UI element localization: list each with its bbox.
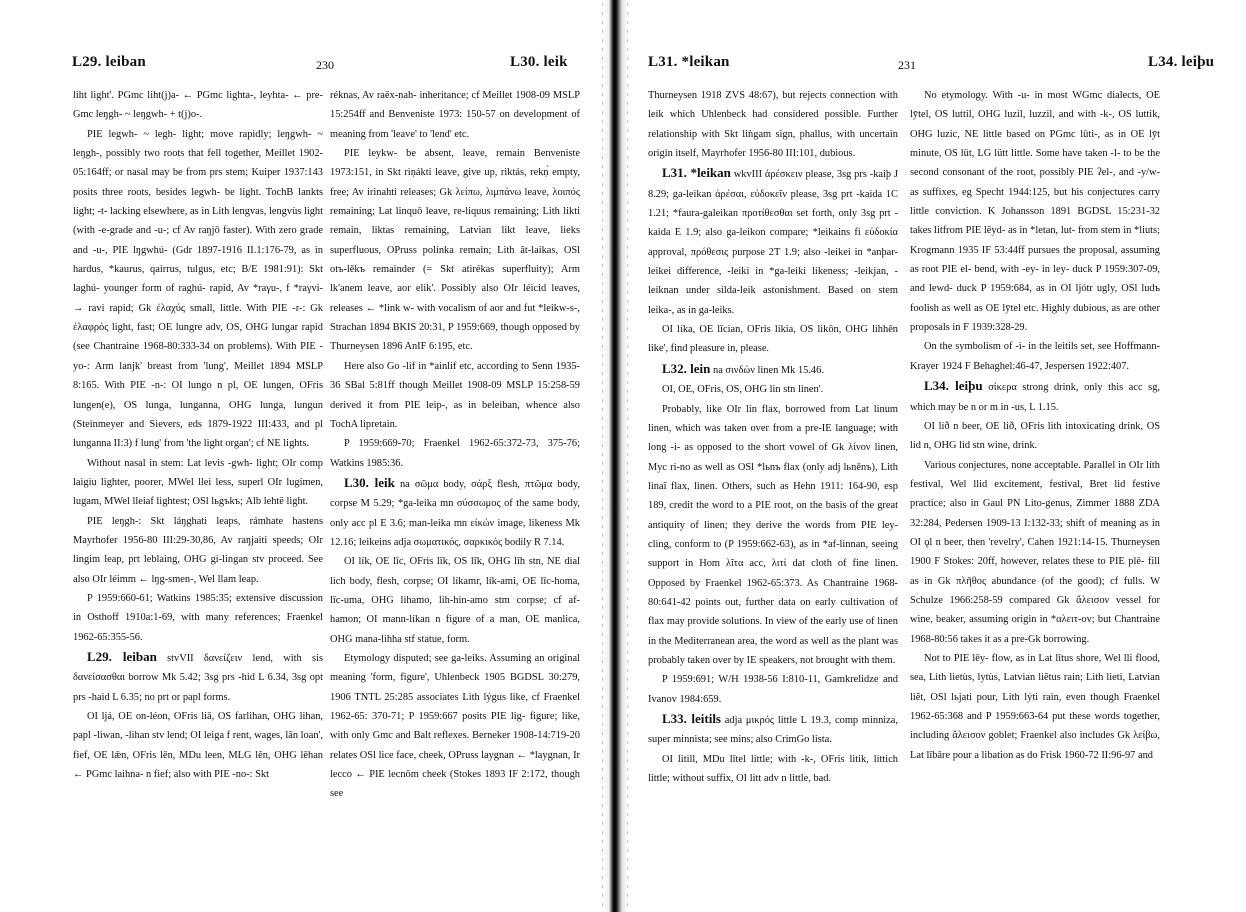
paragraph bbox=[330, 357, 580, 434]
paragraph bbox=[910, 456, 1160, 649]
paragraph bbox=[648, 320, 898, 359]
right-header-entry: L31. *leikan bbox=[648, 54, 730, 70]
paragraph-text: Thurneysen 1918 ZVS 48:67), but rejects connection with leik which Uhlenbeck had considered possible. Further relationship with Skt liṅgam sign, phallus, with uncertain origin itself, Mayrhofer 1956-80 III:101, dubious. bbox=[648, 90, 898, 160]
paragraph-text: Not to PIE lēy- flow, as in Lat lītus shore, Wel lli flood, sea, Lith lietùs, lytùs, Latvian liẽtus rain; Lith lieti, Latvian liẽt, OSl lьjati pour, Lith lýti rain, even though Fraenkel 1962-65:368 and P 1959:663-64 put these words together, including ἄλεισον goblet; Fraenkel also includes Gk λείβω, Lat lībāre pour a libation as do Frisk 1960-72 II:96-97 and bbox=[910, 652, 1160, 761]
paragraph bbox=[73, 589, 323, 647]
paragraph bbox=[330, 649, 580, 804]
paragraph bbox=[73, 86, 323, 125]
paragraph-text: On the symbolism of -i- in the leitils set, see Hoffmann-Krayer 1924 F Behaghel:46-47, Jespersen 1922:407. bbox=[910, 341, 1160, 372]
paragraph bbox=[73, 125, 323, 454]
paragraph-text: Without nasal in stem: Lat levis -gwh- light; OIr comp laigiu lighter, poorer, MWel llei less, superl OIr lugimen, lugam, MWel lleiaf lightest; OSl lьgъkъ; Alb lehtë light. bbox=[73, 457, 323, 508]
paragraph bbox=[648, 359, 898, 380]
paragraph bbox=[648, 400, 898, 671]
left-header-entry-right: L30. leik bbox=[510, 54, 568, 70]
paragraph bbox=[330, 86, 580, 144]
paragraph-text: OI ljá, OE on-léon, OFris liā, OS farlihan, OHG lihan, papl -liwan, -lihan stv lend; OI leiga f rent, wages, lān loan', fief, OE lǣn, OFris lēn, MDu leen, MLG lēn, OHG lēhan ← PGmc laihna- n fief; also with PIE -no-: Skt bbox=[73, 711, 323, 781]
paragraph-text: Various conjectures, none acceptable. Parallel in OIr líth festival, Wel llid excitement, festival, Bret lid festive practice; also in Gaul PN Lito-genus, Zimmer 1888 ZDA 32:284, Pedersen 1909-13 I:132-33; shift of meaning as in OI ǫl n beer, then 'revelry', Cahen 1921:14-15. Thurneysen 1900 F Stokes: 20ff, however, relates these to PIE plē- fill as in Gk πλῆθος abundance (of the good); cf fulls. W Schulze 1966:258-59 compared Gk ἄλεισον vessel for wine, beaker, assuming origin in *αλειτ-ov; but Chantraine 1968-80:56 takes it as a pre-Gk borrowing. bbox=[910, 459, 1160, 645]
paragraph bbox=[73, 454, 323, 512]
paragraph bbox=[73, 512, 323, 589]
left-page bbox=[0, 0, 600, 912]
book-gutter bbox=[603, 0, 627, 912]
paragraph-text: OI lík, OE līc, OFris līk, OS līk, OHG līh stn, NE dial lich body, flesh, corpse; OI líkamr, lík-ami, OE līc-homa, līc-uma, OHG lihamo, lih-hin-amo stm corpse; cf af-hamon; OI mann-líkan n figure of a man, OE manlica, OHG mana-lihha stf statue, form. bbox=[330, 556, 580, 645]
paragraph-text: OI litill, MDu lītel little; with -k-, OFris litik, littich little; without suffix, OI lítt adv n little, bad. bbox=[648, 753, 898, 785]
entry-headword: L33. leitils bbox=[662, 711, 721, 726]
paragraph bbox=[910, 86, 1160, 337]
right-header-entry-right: L34. leiþu bbox=[1148, 54, 1215, 70]
paragraph-text: liht light'. PGmc liht(j)a- ← PGmc lighta-, leyhta- ← pre-Gmc leŋgh- ~ leŋgwh- + t(j)o-. bbox=[73, 90, 323, 121]
paragraph bbox=[73, 647, 323, 707]
paragraph-text: OI líð n beer, OE lið, OFris lith intoxicating drink, OS lid n, OHG lid stn wine, drink. bbox=[910, 420, 1160, 452]
paragraph bbox=[648, 670, 898, 709]
paragraph-text: OI, OE, OFris, OS, OHG lin stn linen'. bbox=[662, 384, 824, 396]
paragraph-text: σίκερα strong drink, only this acc sg, which may be n or m in -us, L 1.15. bbox=[910, 382, 1160, 413]
entry-headword: L32. lein bbox=[662, 360, 711, 376]
paragraph bbox=[648, 380, 898, 399]
paragraph bbox=[910, 417, 1160, 456]
paragraph-text: adja μικρός little L 19.3, comp minniza, super minnista; see mins; also CrimGo lista. bbox=[648, 715, 898, 746]
paragraph-text: wkvIII ἀρέσκειν please, 3sg prs -kaiþ J 8.29; ga-leikan ἀρέσαι, εὐδοκεῖν please, 3sg prt -kaida 1C 1.21; *faura-galeikan προτίθεσθαι set forth, only 3sg prt -kaida E 1.9; also ga-leikon compare; *leikains fi εὐδοκία approval, πρόθεσις purpose 2T 1.9; also -leikei in *anþar-leikei difference, -leiki in *ga-leiki likeness; -leikjan, -leiknan under silda-leik astonishment. Based on stem leika-, as in ga-leiks. bbox=[648, 169, 898, 316]
paragraph bbox=[330, 434, 580, 473]
paragraph-text: PIE legwh- ~ legh- light; move rapidly; leŋgwh- ~ leŋgh-, possibly two roots that fell together, Meillet 1902-05:164ff; or nasal may be from prs stem; Kuiper 1937:143 posits three roots, besides legwh- be light. TochB lankts light; -t- lacking elsewhere, as in Lith lengvas, lengvùs light (with -e-grade and -u-; cf Av raŋjō faster). With zero grade and -u-, PIE lŋgwhú- (Gdr 1897-1916 II.1:176-79, as in hardus, *kaurus, qairrus, tulgus, etc; B/E 1981:91): Skt laghú- younger form of raghú- rapid, Av *raγu-, f *raγvi- → ravi rapid; Gk ἐλαχύς small, little. With PIE -r-: Gk ἐλαφρός light, fast; OE lungre adv, OS, OHG lungar rapid (see Chantraine 1968-80:333-34 on problems). With PIE -yo-: Arm lanjk' breast from 'lung', Meillet 1894 MSLP 8:165. With PIE -n-: OI lungo n pl, OE lungen, OFris lungen(e), OS lunga, lunganna, OHG lunga, lungun (Steinmeyer and Sievers, eds 1879-1922 III:433, and pl lunganna II:3) f lung' from 'the light organ'; cf NE lights. bbox=[73, 128, 323, 450]
paragraph bbox=[910, 376, 1160, 417]
paragraph-text: PIE leŋgh-: Skt láŋghati leaps, rámhate hastens Mayrhofer 1956-80 III:29-30,86, Av raŋjaiti speeds; OIr lingim leap, prt leblaing, OHG gi-lingan stv proceed. See also OIr léimm ← lŋg-smen-, Wel llam leap. bbox=[73, 515, 323, 585]
entry-headword: L34. leiþu bbox=[924, 378, 983, 394]
paragraph-text: stvVII δανείζειν lend, with sis δανείσασθαι borrow Mk 5.42; 3sg prs -hid L 6.34, 3sg opt prs -haid L 6.35; no prt or papl forms. bbox=[73, 652, 323, 703]
paragraph-text: P 1959:669-70; Fraenkel 1962-65:372-73, 375-76; Watkins 1985:36. bbox=[330, 438, 580, 469]
left-page-number: 230 bbox=[316, 58, 334, 72]
paragraph-text: Etymology disputed; see ga-leiks. Assuming an original meaning 'form, figure', Uhlenbeck 1905 BGDSL 30:279, 1906 TNTL 25:285 associates Lith lýgus like, cf Fraenkel 1962-65: 370-71; P 1959:667 posits PIE lig- figure; like, with only Gmc and Balt reflexes. Berneker 1908-14:719-20 relates OSl lice face, cheek, OPruss laygnan ← *laygnan, Ir lecco ← PIE lecnōm cheek (Stokes 1893 IF 2:172, though see bbox=[330, 652, 580, 800]
paragraph-text: OI líka, OE līcian, OFris likia, OS likōn, OHG lihhēn like', find pleasure in, please. bbox=[648, 324, 898, 355]
left-page-column-1 bbox=[73, 86, 323, 876]
paragraph bbox=[910, 649, 1160, 765]
paragraph-text: na σινδών linen Mk 15.46. bbox=[710, 364, 824, 376]
paragraph-text: PIE leykw- be absent, leave, remain Benveniste 1973:151, in Skt riṇákti leave, give up, riktás, rekṇ́ empty, free; Av irinahti releases; Gk λείπω, λιμπάνω leave, λοιπός remaining; Lat linquō leave, re-liquus remaining; Lith likti remain, liktas remaining, Latvian likt leave, lieks superfluous, OPruss polinka remain; Lith ât-laikas, OSl otъ-lěkъ remainder (= Skt atirékas superfluity); Arm lk'anem leave, aor elik'. Possibly also OIr léicid leaves, releases ← *link w- with vocalism of aor and fut *leikw-s-, Strachan 1894 BKIS 20:31, P 1959:669, though opposed by Thurneysen 1896 AnIF 6:195, etc. bbox=[330, 148, 580, 353]
entry-headword: L31. *leikan bbox=[662, 165, 731, 181]
paragraph bbox=[648, 86, 898, 163]
right-page-number: 231 bbox=[898, 58, 916, 72]
paragraph bbox=[648, 709, 898, 750]
paragraph bbox=[73, 707, 323, 784]
paragraph-text: Probably, like OIr lin flax, borrowed from Lat linum linen, which was taken over from a pre-IE language; with long -i- as opposed to the short vowel of Gk λίνον linen, Myc ri-no as well as OSl *lьnъ flax (only adj lьněnъ), Lith linaĩ flax, linen. Others, such as Hehn 1911: 164-90, esp 189, credit the word to a PIE root, on the basis of the great antiquity of linen; they derive the words from PIE ley- cling, conform to (P 1959:662-63), as in *af-linnan, seeing support in Hom λῖτα acc, λιτί dat cloth of fine linen. Opposed by Fraenkel 1962-65:373. As Chantraine 1968-80:641-42 points out, further data on early cultivation of flax may provide solutions. In view of the early use of linen in the Mediterranean area, the word as well as the plant was probably taken over by IE speakers, not brought with them. bbox=[648, 403, 898, 666]
paragraph bbox=[330, 552, 580, 649]
paragraph-text: na σῶμα body, σάρξ flesh, πτῶμα body, corpse M 5.29; *ga-leika mn σύσσωμος of the same body, only acc pl E 3.6; man-leika mn εἰκών image, likeness Mk 12.16; leikeins adja σωματικός, σαρκικός bodily R 7.14. bbox=[330, 478, 580, 548]
paragraph bbox=[910, 337, 1160, 376]
entry-headword: L30. leik bbox=[344, 474, 395, 490]
right-page-column-2 bbox=[910, 86, 1160, 876]
paragraph-text: P 1959:691; W/H 1938-56 I:810-11, Gamkrelidze and Ivanov 1984:659. bbox=[648, 674, 898, 705]
right-page bbox=[630, 0, 1246, 912]
left-page-column-2 bbox=[330, 86, 580, 876]
paragraph bbox=[648, 750, 898, 789]
right-page-column-1 bbox=[648, 86, 898, 876]
paragraph-text: réknas, Av raēx-nah- inheritance; cf Meillet 1908-09 MSLP 15:254ff and Benveniste 1973: 150-57 on development of meaning from 'leave' to 'lend' etc. bbox=[330, 90, 580, 140]
paragraph bbox=[648, 163, 898, 320]
entry-headword: L29. leiban bbox=[87, 648, 157, 664]
paragraph-text: P 1959:660-61; Watkins 1985:35; extensive discussion in Osthoff 1910a:1-69, with many references; Fraenkel 1962-65:355-56. bbox=[73, 592, 323, 643]
paragraph-text: No etymology. With -u- in most WGmc dialects, OE lȳtel, OS luttil, OHG luzil, luzzil, and with -k-, OS luttik, OHG luzic, NE little based on PGmc lūti-, as in OE lȳt minute, OS lüt, LG lütt little. Some have taken -l- to be the second consonant of the root, possibly PIE ʔel-, and -y/w- as suffixes, eg Specht 1944:125, but his conjectures carry little conviction. K Johansson 1891 BGDSL 15:231-32 takes litfrom PIE lēyd- as in *letan, lut- from stem in *liuts; Krogmann 1935 IF 53:44ff pursues the proposal, assuming as root PIE el- bend, with -ey- in ley- duck P 1959:307-09, and lewd- duck P 1959:684, as in OI ljótr ugly, OSl ludъ foolish as well as OE lȳtel etc. Highly dubious, as are other proposals in F 1939:328-29. bbox=[910, 90, 1160, 334]
paragraph-text: Here also Go -lif in *ainlif etc, according to Senn 1935-36 SBal 5:81ff though Meillet 1908-09 MSLP 15:258-59 derived it from PIE leip-, as in beleiban, whence also TochA lipretain. bbox=[330, 360, 580, 430]
paragraph bbox=[330, 473, 580, 552]
paragraph bbox=[330, 144, 580, 357]
left-header-entry: L29. leiban bbox=[72, 54, 146, 70]
